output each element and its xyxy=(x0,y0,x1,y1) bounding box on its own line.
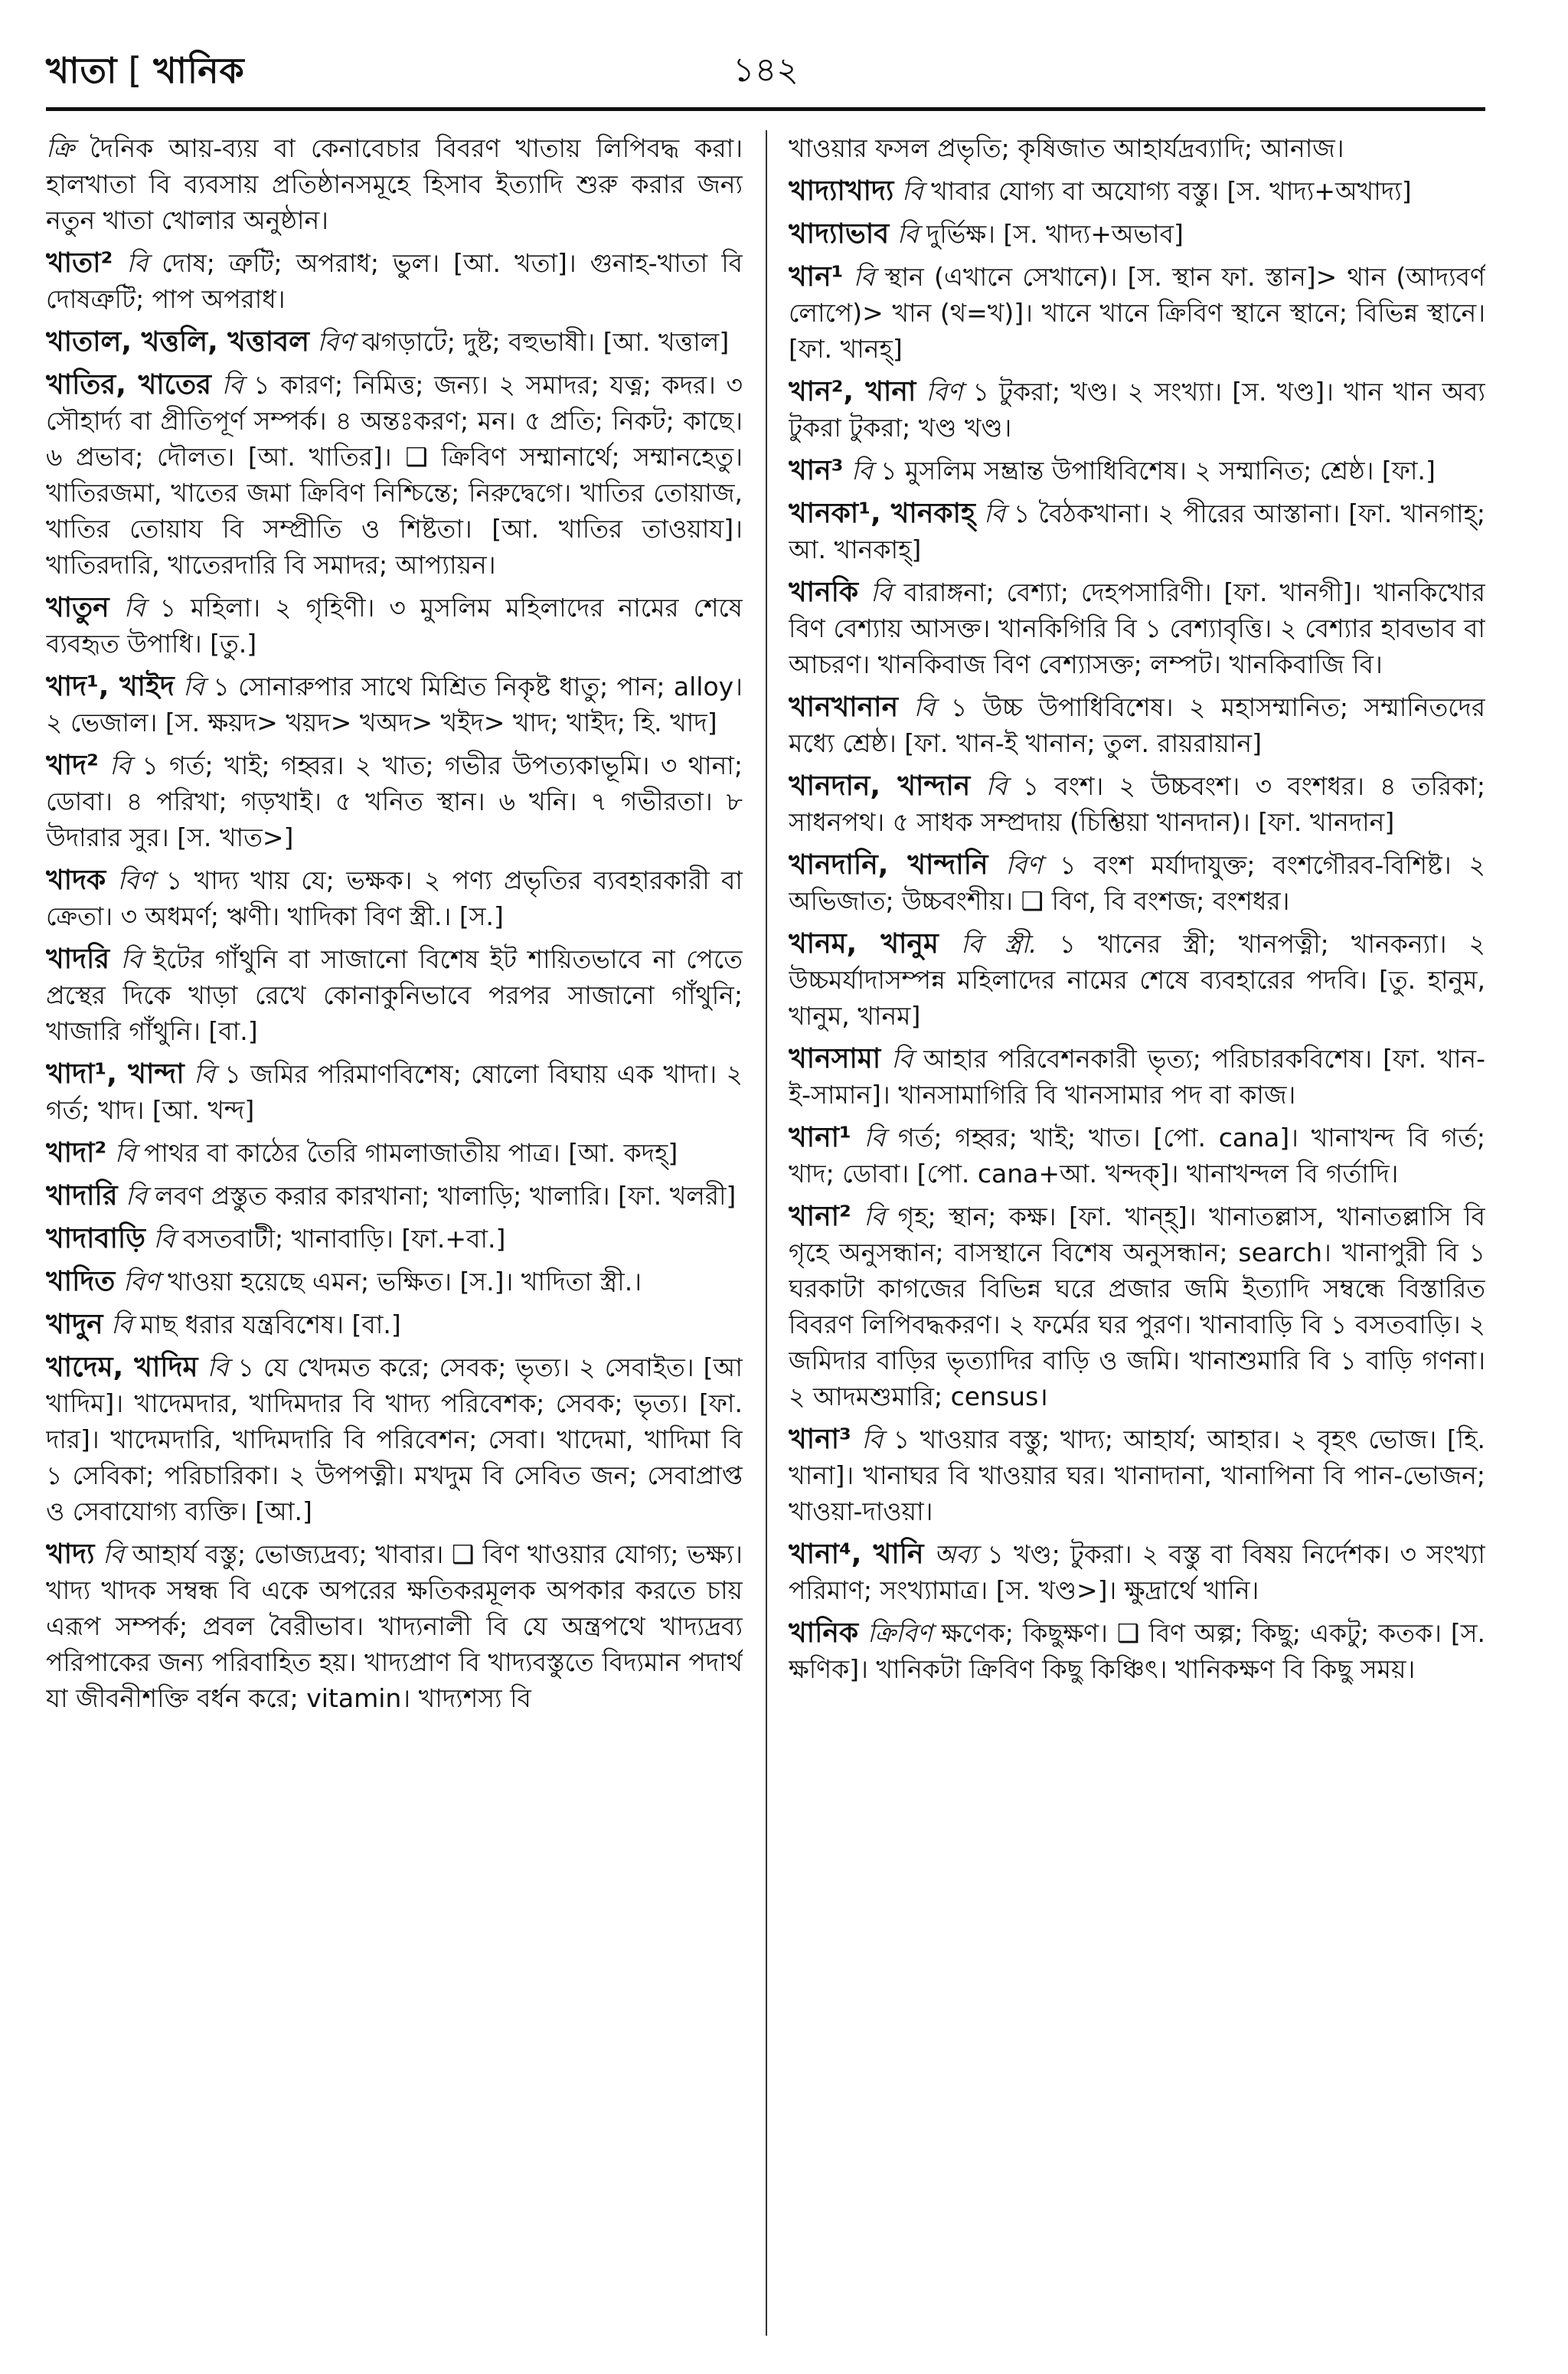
dictionary-entry xyxy=(46,669,743,741)
entry-part-of-speech: বি xyxy=(109,750,131,780)
dictionary-entry xyxy=(789,1615,1485,1687)
dictionary-entry xyxy=(789,768,1485,840)
entry-part-of-speech: বি xyxy=(103,1539,124,1569)
entry-part-of-speech: অব্য xyxy=(933,1539,978,1569)
dictionary-entry xyxy=(789,1120,1485,1192)
entry-headword: খাতুন xyxy=(46,592,109,623)
entry-part-of-speech: বি স্ত্রী. xyxy=(960,929,1037,959)
entry-part-of-speech: বি xyxy=(153,1224,175,1254)
entry-definition: খাওয়া হয়েছে এমন; ভক্ষিত। [স.]। খাদিতা স্ত্রী.। xyxy=(168,1267,642,1297)
entry-headword: খানিক xyxy=(789,1617,859,1649)
entry-headword: খাতাল, খত্তলি, খত্তাবল xyxy=(46,326,309,358)
entry-definition: ১ খাওয়ার বস্তু; খাদ্য; আহার্য; আহার। ২ বৃহৎ ভোজ। [হি. খানা]। খানাঘর বি খাওয়ার ঘর। খানাদানা, খানাপিনা বি পান-ভোজন; খাওয়া-দাওয়া। xyxy=(789,1424,1485,1526)
dictionary-entry xyxy=(789,689,1485,761)
entry-headword: খান¹ xyxy=(789,261,844,293)
entry-headword: খাদারি xyxy=(46,1180,118,1212)
entry-headword: খাদ্যাখাদ্য xyxy=(789,175,894,207)
entry-part-of-speech: বিণ xyxy=(1005,850,1043,880)
dictionary-entry xyxy=(46,367,743,583)
entry-headword: খানখানান xyxy=(789,692,899,723)
dictionary-entry xyxy=(789,1536,1485,1608)
entry-headword: খানদান, খান্দান xyxy=(789,770,971,802)
dictionary-entry xyxy=(46,324,743,360)
entry-definition: ১ বংশ। ২ উচ্চবংশ। ৩ বংশধর। ৪ তরিকা; সাধনপথ। ৫ সাধক সম্প্রদায় (চিশ্তিয়া খানদান)। [ফা. খানদান] xyxy=(789,771,1485,837)
entry-definition: ১ মুসলিম সম্ভ্রান্ত উপাধিবিশেষ। ২ সম্মানিত; শ্রেষ্ঠ। [ফা.] xyxy=(880,456,1436,486)
dictionary-entry xyxy=(789,173,1485,209)
entry-definition: ১ সোনারুপার সাথে মিশ্রিত নিকৃষ্ট ধাতু; পান; alloy। ২ ভেজাল। [স. ক্ষয়দ> খয়দ> খঅদ> খইদ> খাদ; খাইদ; হি. খাদ] xyxy=(46,672,743,737)
guide-word-first: খাতা xyxy=(46,50,118,91)
entry-part-of-speech: বি xyxy=(221,370,243,400)
entry-part-of-speech: বি xyxy=(853,262,875,292)
entry-headword: খাদাবাড়ি xyxy=(46,1223,145,1254)
dictionary-entry xyxy=(46,862,743,934)
dictionary-entry xyxy=(46,1221,743,1257)
entry-headword: খানকা¹, খানকাহ্ xyxy=(789,498,975,529)
entry-definition: ১ কারণ; নিমিত্ত; জন্য। ২ সমাদর; যত্ন; কদর। ৩ সৌহার্দ্য বা প্রীতিপূর্ণ সম্পর্ক। ৪ অন্তঃকরণ; মন। ৫ প্রতি; নিকট; কাছে। ৬ প্রভাব; দৌলত। [আ. খাতির]। ❑ ক্রিবিণ সম্মানার্থে; সম্মানহেতু। খাতিরজমা, খাতের জমা ক্রিবিণ নিশ্চিন্তে; নিরুদ্বেগে। খাতির তোয়াজ, খাতির তোয়ায বি সম্প্রীতি ও শিষ্টতা। [আ. খাতির তাওয়ায]। খাতিরদারি, খাতেরদারি বি সমাদর; আপ্যায়ন। xyxy=(46,370,743,580)
entry-part-of-speech: বি xyxy=(183,672,204,701)
entry-definition: পাথর বা কাঠের তৈরি গামলাজাতীয় পাত্র। [আ. কদহ্] xyxy=(144,1138,678,1168)
entry-definition: স্থান (এখানে সেখানে)। [স. স্থান ফা. স্তান]> থান (আদ্যবর্ণ লোপে)> খান (থ=খ)]। খানে খানে ক্রিবিণ স্থানে স্থানে; বিভিন্ন স্থানে। [ফা. খানহ্] xyxy=(789,262,1485,364)
entry-definition: গর্ত; গহ্বর; খাই; খাত। [পো. cana]। খানাখন্দ বি গর্ত; খাদ; ডোবা। [পো. cana+আ. খন্দক্]। খানাখন্দল বি গর্তাদি। xyxy=(789,1123,1485,1189)
entry-definition: ইটের গাঁথুনি বা সাজানো বিশেষ ইট শায়িতভাবে না পেতে প্রস্থের দিকে খাড়া রেখে কোনাকুনিভাবে পরপর সাজানো গাঁথুনি; খাজারি গাঁথুনি। [বা.] xyxy=(46,944,743,1046)
entry-headword: খানদানি, খান্দানি xyxy=(789,849,988,881)
dictionary-entry xyxy=(46,1178,743,1214)
dictionary-entry xyxy=(789,1421,1485,1529)
entry-part-of-speech: বি xyxy=(123,593,145,623)
entry-part-of-speech: বি xyxy=(126,248,149,278)
entry-definition: ১ উচ্চ উপাধিবিশেষ। ২ মহাসম্মানিত; সম্মানিতদের মধ্যে শ্রেষ্ঠ। [ফা. খান-ই খানান; তুল. রায়রায়ান] xyxy=(789,692,1485,758)
entry-definition: ১ মহিলা। ২ গৃহিণী। ৩ মুসলিম মহিলাদের নামের শেষে ব্যবহৃত উপাধি। [তু.] xyxy=(46,593,743,659)
entry-definition: ১ যে খেদমত করে; সেবক; ভৃত্য। ২ সেবাইত। [আ খাদিম]। খাদেমদার, খাদিমদার বি খাদ্য পরিবেশক; সেবক; ভৃত্য। [ফা. দার]। খাদেমদারি, খাদিমদারি বি পরিবেশন; সেবা। খাদেমা, খাদিমা বি ১ সেবিকা; পরিচারিকা। ২ উপপত্নী। মখদুম বি সেবিত জন; সেবাপ্রাপ্ত ও সেবাযোগ্য ব্যক্তি। [আ.] xyxy=(46,1352,743,1526)
dictionary-entry xyxy=(46,747,743,855)
entry-headword: খাতির, খাতের xyxy=(46,369,211,401)
entry-headword: খাদা² xyxy=(46,1137,107,1169)
entry-part-of-speech: ক্রি xyxy=(46,133,75,163)
entry-definition: বসতবাটী; খানাবাড়ি। [ফা.+বা.] xyxy=(182,1224,506,1254)
entry-definition: ১ খানের স্ত্রী; খানপত্নী; খানকন্যা। ২ উচ্চমর্যাদাসম্পন্ন মহিলাদের নামের শেষে ব্যবহারের পদবি। [তু. হানুম, খানুম, খানম] xyxy=(789,929,1485,1031)
entry-part-of-speech: বিণ xyxy=(317,327,354,357)
entry-definition: ১ বংশ মর্যাদাযুক্ত; বংশগৌরব-বিশিষ্ট। ২ অভিজাত; উচ্চবংশীয়। ❑ বিণ, বি বংশজ; বংশধর। xyxy=(789,850,1485,916)
entry-headword: খাদ্য xyxy=(46,1539,95,1570)
dictionary-entry xyxy=(789,216,1485,252)
entry-part-of-speech: বি xyxy=(864,1202,886,1231)
entry-definition: আহার পরিবেশনকারী ভৃত্য; পরিচারকবিশেষ। [ফা. খান-ই-সামান]। খানসামাগিরি বি খানসামার পদ বা কাজ। xyxy=(789,1044,1485,1110)
entry-definition: ১ খাদ্য খায় যে; ভক্ষক। ২ পণ্য প্রভৃতির ব্যবহারকারী বা ক্রেতা। ৩ অধমর্ণ; ঋণী। খাদিকা বিণ স্ত্রী.। [স.] xyxy=(46,865,743,931)
page-number: ১৪২ xyxy=(733,51,799,90)
entry-headword: খানা³ xyxy=(789,1424,851,1455)
entry-headword: খানম, খানুম xyxy=(789,928,939,960)
entry-headword: খাদা¹, খান্দা xyxy=(46,1058,185,1090)
entry-part-of-speech: বি xyxy=(120,944,142,974)
entry-part-of-speech: বি xyxy=(864,1123,886,1153)
entry-definition: দুর্ভিক্ষ। [স. খাদ্য+অভাব] xyxy=(926,219,1184,249)
entry-definition: ১ টুকরা; খণ্ড। ২ সংখ্যা। [স. খণ্ড]। খান খান অব্য টুকরা টুকরা; খণ্ড খণ্ড। xyxy=(789,377,1485,443)
entry-headword: খানা⁴, খানি xyxy=(789,1539,924,1570)
dictionary-entry xyxy=(46,1306,743,1342)
entry-part-of-speech: বি xyxy=(985,771,1008,801)
entry-definition: বারাঙ্গনা; বেশ্যা; দেহপসারিণী। [ফা. খানগী]। খানকিখোর বিণ বেশ্যায় আসক্ত। খানকিগিরি বি ১ বেশ্যাবৃত্তি। ২ বেশ্যার হাবভাব বা আচরণ। খানকিবাজ বিণ বেশ্যাসক্ত; লম্পট। খানকিবাজি বি। xyxy=(789,577,1485,679)
entry-part-of-speech: বি xyxy=(870,577,892,607)
entry-definition: আহার্য বস্তু; ভোজ্যদ্রব্য; খাবার। ❑ বিণ খাওয়ার যোগ্য; ভক্ষ্য। খাদ্য খাদক সম্বন্ধ বি একে অপরের ক্ষতিকরমূলক অপকার করতে চায় এরূপ সম্পর্ক; প্রবল বৈরীভাব। খাদ্যনালী বি যে অন্ত্রপথে খাদ্যদ্রব্য পরিপাকের জন্য পরিবাহিত হয়। খাদ্যপ্রাণ বি খাদ্যবস্তুতে বিদ্যমান পদার্থ যা জীবনীশক্তি বর্ধন করে; vitamin। খাদ্যশস্য বি xyxy=(46,1539,743,1713)
page-header xyxy=(46,37,1485,98)
entry-headword: খানসামা xyxy=(789,1043,881,1074)
entry-definition: ১ গর্ত; খাই; গহ্বর। ২ খাত; গভীর উপত্যকাভূমি। ৩ থানা; ডোবা। ৪ পরিখা; গড়খাই। ৫ খনিত স্থান। ৬ খনি। ৭ গভীরতা। ৮ উদারার সুর। [স. খাত>] xyxy=(46,750,743,852)
entry-part-of-speech: বি xyxy=(984,499,1005,528)
dictionary-entry xyxy=(46,1349,743,1529)
dictionary-entry xyxy=(46,1135,743,1171)
dictionary-entry xyxy=(789,453,1485,489)
entry-headword: খানা² xyxy=(789,1201,851,1232)
entry-part-of-speech: বি xyxy=(851,456,873,486)
header-rule xyxy=(46,107,1485,111)
dictionary-entry xyxy=(789,926,1485,1034)
entry-headword: খান³ xyxy=(789,455,844,486)
entry-headword: খানা¹ xyxy=(789,1122,851,1153)
entry-part-of-speech: বি xyxy=(891,1044,913,1074)
dictionary-entry xyxy=(46,245,743,317)
entry-definition: ঝগড়াটে; দুষ্ট; বহুভাষী। [আ. খত্তাল] xyxy=(361,327,730,357)
entry-headword: খাদরি xyxy=(46,943,110,975)
dictionary-entry xyxy=(46,590,743,662)
entry-definition: দোষ; ত্রুটি; অপরাধ; ভুল। [আ. খতা]। গুনাহ-খাতা বি দোষত্রুটি; পাপ অপরাধ। xyxy=(46,248,743,314)
entry-part-of-speech: বি xyxy=(114,1138,136,1168)
dictionary-entry xyxy=(789,1041,1485,1113)
dictionary-entry xyxy=(789,259,1485,367)
entry-definition: ১ বৈঠকখানা। ২ পীরের আস্তানা। [ফা. খানগাহ্; আ. খানকাহ্] xyxy=(789,499,1485,564)
entry-definition: খাওয়ার ফসল প্রভৃতি; কৃষিজাত আহার্যদ্রব্যাদি; আনাজ। xyxy=(789,133,1344,163)
entry-part-of-speech: বি xyxy=(901,176,923,206)
guide-bracket: [ xyxy=(128,50,143,91)
entry-headword: খাদুন xyxy=(46,1309,103,1340)
entry-definition: ক্ষণেক; কিছুক্ষণ। ❑ বিণ অল্প; কিছু; একটু; কতক। [স. ক্ষণিক]। খানিকটা ক্রিবিণ কিছু কিঞ্চিৎ। খানিকক্ষণ বি কিছু সময়। xyxy=(789,1618,1485,1684)
dictionary-entry xyxy=(46,1264,743,1300)
entry-definition: ১ খণ্ড; টুকরা। ২ বস্তু বা বিষয় নির্দেশক। ৩ সংখ্যা পরিমাণ; সংখ্যামাত্র। [স. খণ্ড>]। ক্ষুদ্রার্থে খানি। xyxy=(789,1539,1485,1605)
dictionary-entry xyxy=(789,1198,1485,1414)
entry-headword: খাদেম, খাদিম xyxy=(46,1352,198,1383)
dictionary-entry xyxy=(46,941,743,1049)
entry-definition: ১ জমির পরিমাণবিশেষ; ষোলো বিঘায় এক খাদা। ২ গর্ত; খাদ। [আ. খন্দ] xyxy=(46,1059,743,1125)
entry-part-of-speech: বিণ xyxy=(122,1267,160,1297)
entry-part-of-speech: বি xyxy=(110,1310,132,1339)
left-column xyxy=(46,130,743,2336)
entry-part-of-speech: বি xyxy=(861,1424,884,1454)
entry-definition: খাবার যোগ্য বা অযোগ্য বস্তু। [স. খাদ্য+অখাদ্য] xyxy=(931,176,1412,206)
entry-part-of-speech: বি xyxy=(194,1059,215,1089)
entry-part-of-speech: বি xyxy=(897,219,919,249)
entry-part-of-speech: বিণ xyxy=(117,865,155,895)
dictionary-entry xyxy=(46,1056,743,1128)
entry-definition: গৃহ; স্থান; কক্ষ। [ফা. খান্হ্]। খানাতল্লাস, খানাতল্লাসি বি গৃহে অনুসন্ধান; বাসস্থানে বিশেষ অনুসন্ধান; search। খানাপুরী বি ১ ঘরকাটা কাগজের বিভিন্ন ঘরে প্রজার জমি ইত্যাদি সম্বন্ধে বিস্তারিত বিবরণ লিপিবদ্ধকরণ। ২ ফর্মের ঘর পুরণ। খানাবাড়ি বি ১ বসতবাড়ি। ২ জমিদার বাড়ির ভৃত্যাদির বাড়ি ও জমি। খানাশুমারি বি ১ বাড়ি গণনা। ২ আদমশুমারি; census। xyxy=(789,1202,1485,1411)
dictionary-entry xyxy=(46,130,743,238)
entry-headword: খান², খানা xyxy=(789,376,916,407)
entry-headword: খাতা² xyxy=(46,247,113,279)
dictionary-entry xyxy=(789,574,1485,682)
right-column xyxy=(789,130,1485,2336)
entry-headword: খাদিত xyxy=(46,1266,116,1297)
entry-definition: লবণ প্রস্তুত করার কারখানা; খালাড়ি; খালারি। [ফা. খলরী] xyxy=(155,1181,737,1211)
entry-definition: দৈনিক আয়-ব্যয় বা কেনাবেচার বিবরণ খাতায় লিপিবদ্ধ করা। হালখাতা বি ব্যবসায় প্রতিষ্ঠানসমূহে হিসাব ইত্যাদি শুরু করার জন্য নতুন খাতা খোলার অনুষ্ঠান। xyxy=(46,133,743,235)
entry-definition: মাছ ধরার যন্ত্রবিশেষ। [বা.] xyxy=(140,1310,401,1339)
entry-headword: খানকি xyxy=(789,577,859,608)
dictionary-entry xyxy=(789,130,1485,166)
entry-headword: খাদ¹, খাইদ xyxy=(46,671,175,702)
dictionary-entry xyxy=(789,847,1485,919)
entry-part-of-speech: ক্রিবিণ xyxy=(867,1618,933,1648)
entry-part-of-speech: বি xyxy=(913,692,936,722)
entry-part-of-speech: বি xyxy=(126,1181,147,1211)
dictionary-entry xyxy=(46,1536,743,1716)
entry-part-of-speech: বিণ xyxy=(926,377,963,407)
guide-word-last: খানিক xyxy=(153,50,245,91)
entry-part-of-speech: বি xyxy=(207,1352,229,1382)
column-divider xyxy=(766,130,767,2336)
dictionary-entry xyxy=(789,495,1485,567)
entry-headword: খাদ² xyxy=(46,750,99,781)
dictionary-entry xyxy=(789,374,1485,446)
entry-headword: খাদক xyxy=(46,865,106,896)
entry-headword: খাদ্যাভাব xyxy=(789,218,890,250)
